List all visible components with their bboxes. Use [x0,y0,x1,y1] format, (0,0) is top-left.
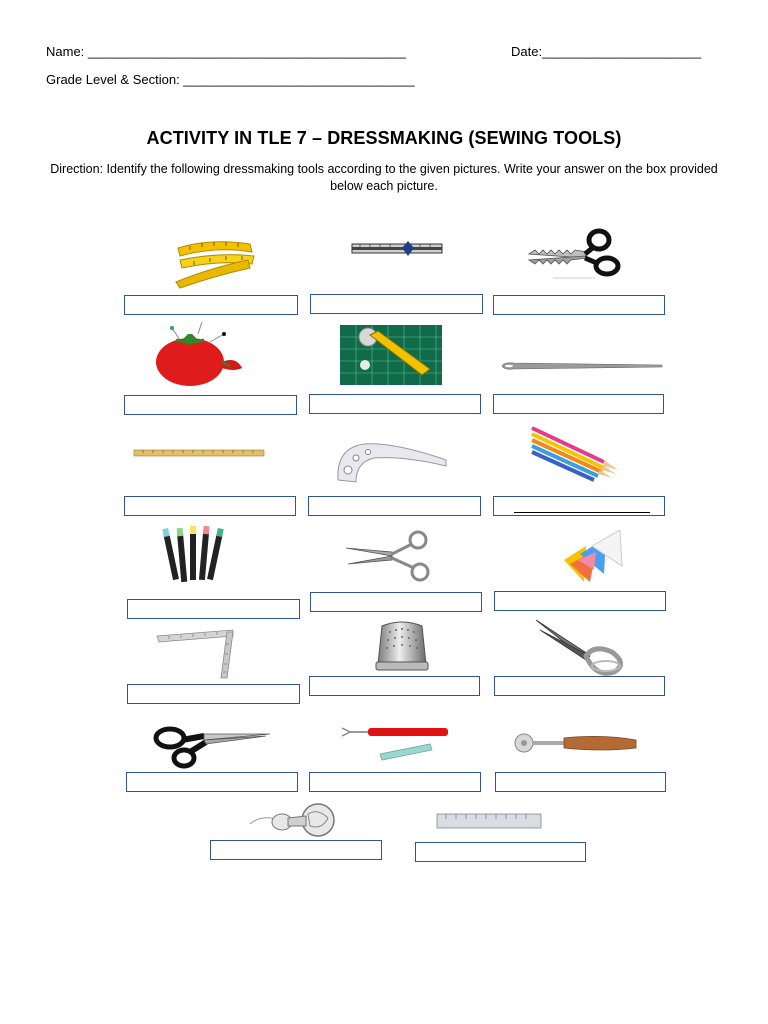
answer-box-16[interactable] [126,772,298,792]
answer-box-11[interactable] [310,592,482,612]
answer-box-20[interactable] [415,842,586,862]
dressmakers-shears-icon [152,722,274,770]
colored-pencils-icon [528,424,622,482]
french-curve-icon [334,440,450,486]
seam-ripper-icon [340,724,450,764]
answer-box-12[interactable] [494,591,666,611]
date-field-label[interactable]: Date:______________________ [511,44,702,59]
embroidery-scissors-icon [344,528,434,584]
answer-box-3[interactable] [493,295,665,315]
thimble-icon [370,618,434,676]
thread-clipper-icon [534,616,630,678]
answer-box-9[interactable] [493,496,665,516]
answer-box-18[interactable] [495,772,666,792]
answer-box-4[interactable] [124,395,297,415]
answer-box-13[interactable] [127,684,300,704]
answer-box-10[interactable] [127,599,300,619]
tracing-wheel-icon [512,730,638,756]
answer-box-1[interactable] [124,295,298,315]
needle-threader-icon [248,800,340,840]
pinking-shears-icon [525,226,625,284]
answer-box-7[interactable] [124,496,296,516]
fabric-markers-icon [162,526,226,592]
name-field-label[interactable]: Name: ____________________________________________ [46,44,407,59]
answer-box-2[interactable] [310,294,483,314]
grade-section-field-label[interactable]: Grade Level & Section: ________________________________ [46,72,415,87]
answer-box-6[interactable] [493,394,664,414]
seam-gauge-icon [350,240,445,258]
needle-icon [500,360,664,372]
answer-box-8[interactable] [308,496,481,516]
l-square-icon [155,628,237,680]
answer-box-15[interactable] [494,676,665,696]
yardstick-icon [133,448,265,458]
answer-box-19[interactable] [210,840,382,860]
tailors-chalk-icon [560,530,628,586]
direction-text: Direction: Identify the following dressmaking tools according to the given pictures. Write your answer on the box provided below each picture. [50,162,718,193]
pin-cushion-icon [150,322,250,390]
answer-box-5[interactable] [309,394,481,414]
ruler-icon [436,812,542,830]
activity-title: ACTIVITY IN TLE 7 – DRESSMAKING (SEWING TOOLS) [146,128,622,148]
tape-measure-icon [170,230,260,290]
answer-box-14[interactable] [309,676,480,696]
answer-line [514,512,650,513]
answer-box-17[interactable] [309,772,481,792]
rotary-cutter-icon [338,323,444,387]
